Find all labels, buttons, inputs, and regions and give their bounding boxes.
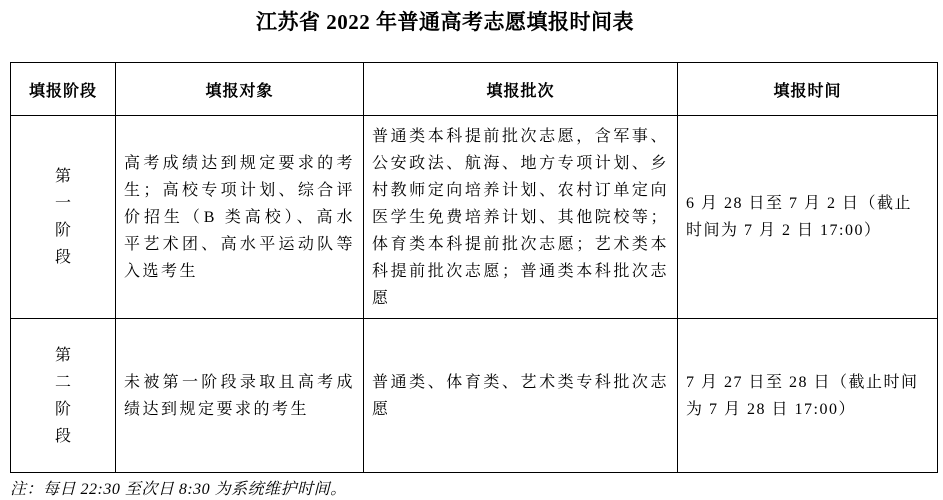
cell-stage-1 [11, 116, 116, 319]
header-cell-target: 填报对象 [116, 63, 364, 116]
header-cell-batch: 填报批次 [364, 63, 678, 116]
stage-2-label: 第二阶段 [54, 346, 71, 445]
table-row-stage-2 [11, 319, 938, 473]
footnote: 注：每日 22:30 至次日 8:30 为系统维护时间。 [10, 481, 347, 498]
cell-target-2: 未被第一阶段录取且高考成绩达到规定要求的考生 [116, 319, 364, 473]
table-row-stage-1 [11, 116, 938, 319]
page-title: 江苏省 2022 年普通高考志愿填报时间表 [256, 10, 634, 34]
header-cell-stage: 填报阶段 [11, 63, 116, 116]
cell-target-1: 高考成绩达到规定要求的考生；高校专项计划、综合评价招生（B 类高校）、高水平艺术团、高水平运动队等入选考生 [116, 116, 364, 319]
cell-stage-2 [11, 319, 116, 473]
cell-batch-2: 普通类、体育类、艺术类专科批次志愿 [364, 319, 678, 473]
header-row [11, 63, 938, 116]
cell-time-1: 6 月 28 日至 7 月 2 日（截止时间为 7 月 2 日 17:00） [678, 116, 938, 319]
stage-1-label: 第一阶段 [54, 168, 71, 266]
schedule-table [10, 62, 938, 473]
header-cell-time: 填报时间 [678, 63, 938, 116]
cell-batch-1: 普通类本科提前批次志愿，含军事、公安政法、航海、地方专项计划、乡村教师定向培养计划、农村订单定向医学生免费培养计划、其他院校等；体育类本科提前批次志愿；艺术类本科提前批次志愿；普通类本科批次志愿 [364, 116, 678, 319]
cell-time-2: 7 月 27 日至 28 日（截止时间为 7 月 28 日 17:00） [678, 319, 938, 473]
